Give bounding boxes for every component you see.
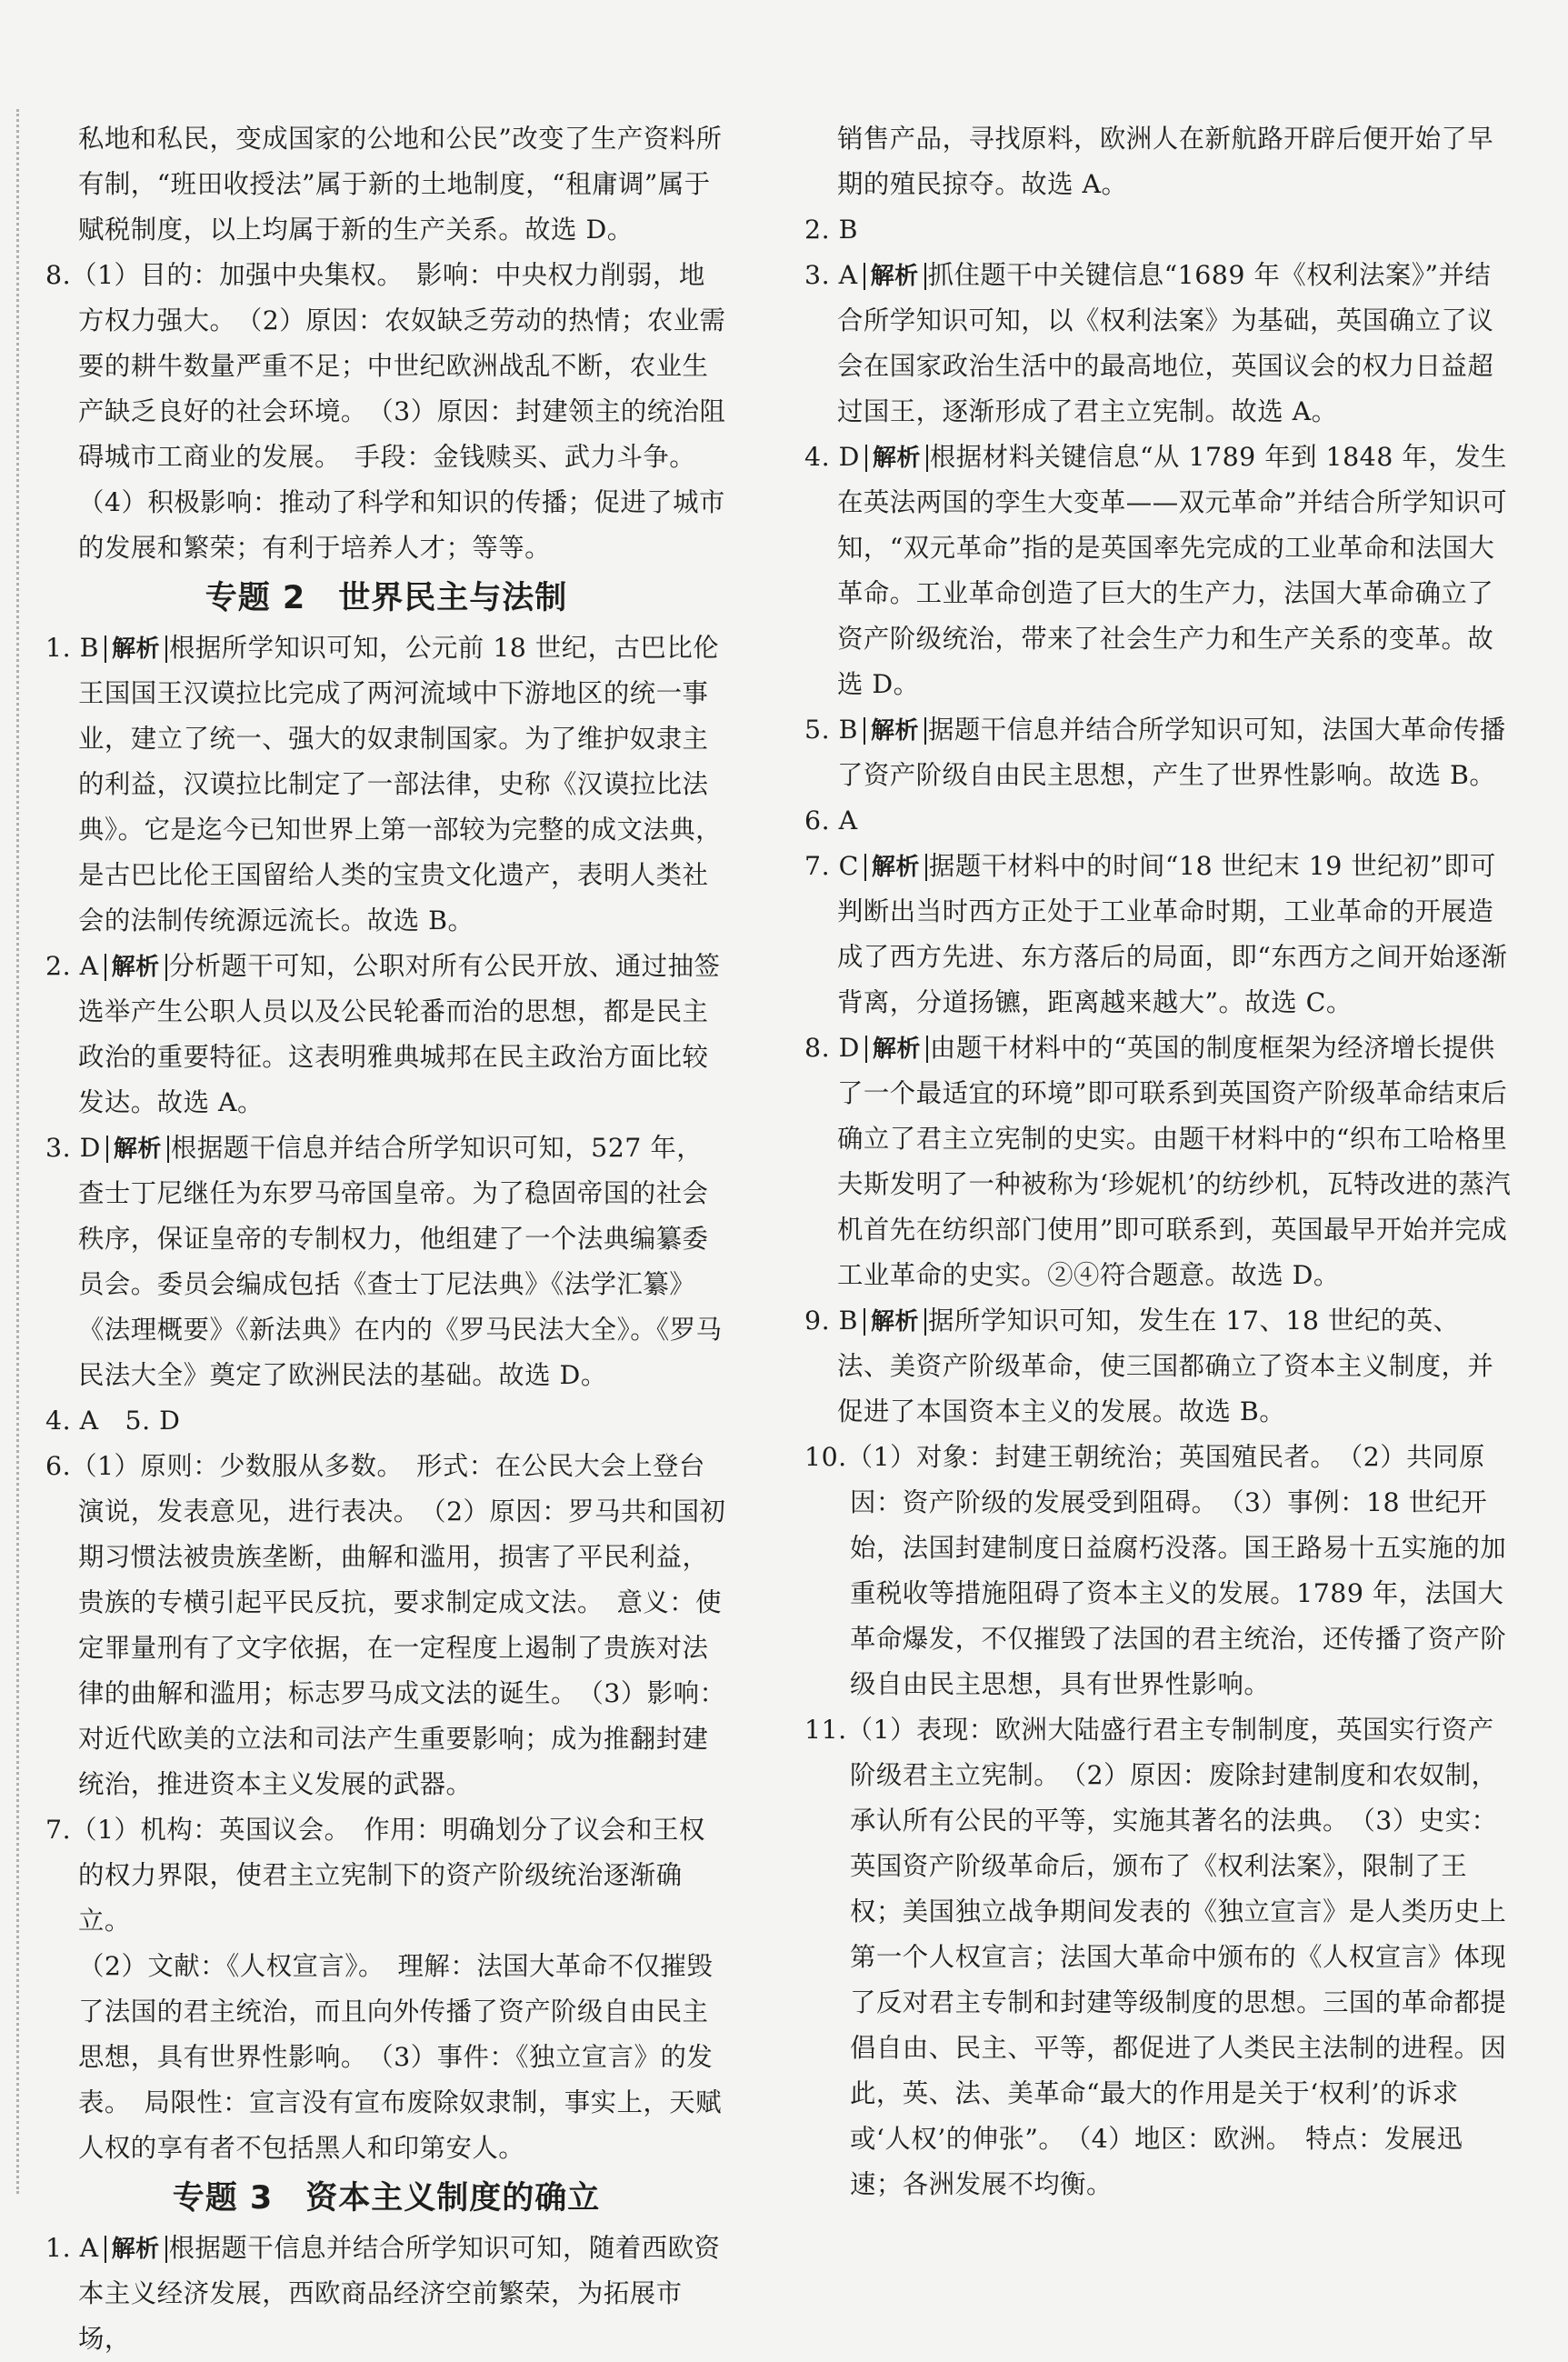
answer-item-8 <box>804 1026 1512 1298</box>
answer-number: 3. D <box>45 1133 101 1163</box>
answer-item-7: 7.（1）机构：英国议会。 作用：明确划分了议会和王权的权力界限，使君主立宪制下的资产阶级统治逐渐确立。 <box>45 1815 705 1936</box>
analysis-tag: 解析 <box>106 1136 169 1163</box>
analysis-text: 根据材料关键信息“从 1789 年到 1848 年，发生在英法两国的孪生大变革——双元革命”并结合所学知识可知，“双元革命”指的是英国率先完成的工业革命和法国大革命。工业革命创造了巨大的生产力，法国大革命确立了资产阶级统治，带来了社会生产力和生产关系的变革。故选 D。 <box>837 442 1508 699</box>
analysis-text: 据所学知识可知，发生在 17、18 世纪的英、法、美资产阶级革命，使三国都确立了资本主义制度，并促进了本国资本主义的发展。故选 B。 <box>837 1306 1494 1426</box>
answer-number: 9. B <box>804 1306 858 1336</box>
answer-number: 7. C <box>804 851 859 881</box>
answer-item-9 <box>804 1298 1512 1435</box>
analysis-tag: 解析 <box>864 854 927 881</box>
answer-item-6: 6. A <box>804 806 858 836</box>
analysis-tag: 解析 <box>864 263 926 290</box>
binding-dotted-line <box>16 109 19 2194</box>
answer-number: 3. A <box>804 260 858 290</box>
analysis-tag: 解析 <box>864 1308 926 1336</box>
answer-item-1 <box>45 626 727 944</box>
right-column <box>804 116 1512 2207</box>
analysis-text: 根据所学知识可知，公元前 18 世纪，古巴比伦王国国王汉谟拉比完成了两河流域中下游地区的统一事业，建立了统一、强大的奴隶制国家。为了维护奴隶主的利益，汉谟拉比制定了一部法律，史称《汉谟拉比法典》。它是迄今已知世界上第一部较为完整的成文法典，是古巴比伦王国留给人类的宝贵文化遗产，表明人类社会的法制传统源远流长。故选 B。 <box>78 633 723 936</box>
answer-number: 8. D <box>804 1033 860 1063</box>
analysis-text: 据题干材料中的时间“18 世纪末 19 世纪初”即可判断出当时西方正处于工业革命时期，工业革命的开展造成了西方先进、东方落后的局面，即“东西方之间开始逐渐背离，分道扬镳，距离越来越大”。故选 C。 <box>837 851 1508 1017</box>
answer-number: 1. B <box>45 633 99 663</box>
answer-number: 4. D <box>804 442 860 472</box>
section-heading-topic-2: 专题 2 世界民主与法制 <box>205 580 568 616</box>
analysis-tag: 解析 <box>105 954 167 981</box>
section-heading-topic-3: 专题 3 资本主义制度的确立 <box>172 2180 601 2217</box>
answer-item-1-topic-3 <box>45 2226 727 2362</box>
answer-item-10: 10.（1）对象：封建王朝统治；英国殖民者。 （2）共同原因：资产阶级的发展受到阻碍。 （3）事例：18 世纪开始，法国封建制度日益腐朽没落。国王路易十五实施的加重税收等措施阻碍了资本主义的发展。1789 年，法国大革命爆发，不仅摧毁了法国的君主统治，还传播了资产阶级自由民主思想，具有世界性影响。 <box>804 1442 1507 1699</box>
analysis-tag: 解析 <box>105 636 167 663</box>
analysis-tag: 解析 <box>864 717 926 745</box>
answer-number: 2. A <box>45 951 99 981</box>
answer-item-7 <box>804 844 1512 1026</box>
answer-item-7-continued: （2）文献：《人权宣言》。 理解：法国大革命不仅摧毁了法国的君主统治，而且向外传播了资产阶级自由民主思想，具有世界性影响。 （3）事件：《独立宣言》的发表。 局限性：宣言没有宣布废除奴隶制，事实上，天赋人权的享有者不包括黑人和印第安人。 <box>78 1951 723 2163</box>
analysis-text: 抓住题干中关键信息“1689 年《权利法案》”并结合所学知识可知，以《权利法案》为基础，英国确立了议会在国家政治生活中的最高地位，英国议会的权力日益超过国王，逐渐形成了君主立宪制。故选 A。 <box>837 260 1494 426</box>
analysis-text: 由题干材料中的“英国的制度框架为经济增长提供了一个最适宜的环境”即可联系到英国资产阶级革命结束后确立了君主立宪制的史实。由题干材料中的“织布工哈格里夫斯发明了一种被称为‘珍妮机’的纺纱机，瓦特改进的蒸汽机首先在纺织部门使用”即可联系到，英国最早开始并完成工业革命的史实。②④符合题意。故选 D。 <box>837 1033 1512 1290</box>
answer-item-6: 6.（1）原则：少数服从多数。 形式：在公民大会上登台演说，发表意见，进行表决。 （2）原因：罗马共和国初期习惯法被贵族垄断，曲解和滥用，损害了平民利益，贵族的专横引起平民反抗，要求制定成文法。 意义：使定罪量刑有了文字依据，在一定程度上遏制了贵族对法律的曲解和滥用；标志罗马成文法的诞生。 （3）影响：对近代欧美的立法和司法产生重要影响；成为推翻封建统治，推进资本主义发展的武器。 <box>45 1451 726 1799</box>
answer-item-11: 11.（1）表现：欧洲大陆盛行君主专制制度，英国实行资产阶级君主立宪制。 （2）原因：废除封建制度和农奴制，承认所有公民的平等，实施其著名的法典。 （3）史实：英国资产阶级革命后，颁布了《权利法案》，限制了王权；美国独立战争期间发表的《独立宣言》是人类历史上第一个人权宣言；法国大革命中颁布的《人权宣言》体现了反对君主专制和封建等级制度的思想。三国的革命都提倡自由、民主、平等，都促进了人类民主法制的进程。因此，英、法、美革命“最大的作用是关于‘权利’的诉求或‘人权’的伸张”。 （4）地区：欧洲。 特点：发展迅速；各洲发展不均衡。 <box>804 1715 1507 2199</box>
answer-item-4 <box>804 435 1512 707</box>
analysis-tag: 解析 <box>865 1036 928 1063</box>
analysis-text: 分析题干可知，公职对所有公民开放、通过抽签选举产生公职人员以及公民轮番而治的思想，都是民主政治的重要特征。这表明雅典城邦在民主政治方面比较发达。故选 A。 <box>78 951 721 1117</box>
answer-item-2 <box>45 944 727 1126</box>
answer-item-3 <box>804 253 1512 435</box>
analysis-text: 根据题干信息并结合所学知识可知，随着西欧资本主义经济发展，西欧商品经济空前繁荣，为拓展市场， <box>78 2233 721 2354</box>
answer-number: 5. B <box>804 715 858 745</box>
answer-item-4-5: 4. A 5. D <box>45 1406 181 1436</box>
answer-item-3 <box>45 1126 727 1398</box>
analysis-tag: 解析 <box>105 2236 167 2263</box>
analysis-text: 根据题干信息并结合所学知识可知，527 年，查士丁尼继任为东罗马帝国皇帝。为了稳固帝国的社会秩序，保证皇帝的专制权力，他组建了一个法典编纂委员会。委员会编成包括《查士丁尼法典》《法学汇纂》《法理概要》《新法典》在内的《罗马民法大全》。《罗马民法大全》奠定了欧洲民法的基础。故选 D。 <box>78 1133 723 1390</box>
answer-item-2: 2. B <box>804 215 858 245</box>
answer-number: 1. A <box>45 2233 99 2263</box>
continued-answer-text: 私地和私民，变成国家的公地和公民”改变了生产资料所有制，“班田收授法”属于新的土地制度，“租庸调”属于赋税制度，以上均属于新的生产关系。故选 D。 <box>78 124 723 245</box>
answer-item-5 <box>804 707 1512 798</box>
analysis-tag: 解析 <box>865 445 928 472</box>
analysis-text: 据题干信息并结合所学知识可知，法国大革命传播了资产阶级自由民主思想，产生了世界性影响。故选 B。 <box>837 715 1506 790</box>
continued-answer-text: 销售产品，寻找原料，欧洲人在新航路开辟后便开始了早期的殖民掠夺。故选 A。 <box>837 124 1494 199</box>
left-column <box>45 116 727 2362</box>
answer-item-8: 8.（1）目的：加强中央集权。 影响：中央权力削弱，地方权力强大。 （2）原因：农奴缺乏劳动的热情；农业需要的耕牛数量严重不足；中世纪欧洲战乱不断，农业生产缺乏良好的社会环境。 （3）原因：封建领主的统治阻碍城市工商业的发展。 手段：金钱赎买、武力斗争。 （4）积极影响：推动了科学和知识的传播；促进了城市的发展和繁荣；有利于培养人才；等等。 <box>45 260 726 563</box>
